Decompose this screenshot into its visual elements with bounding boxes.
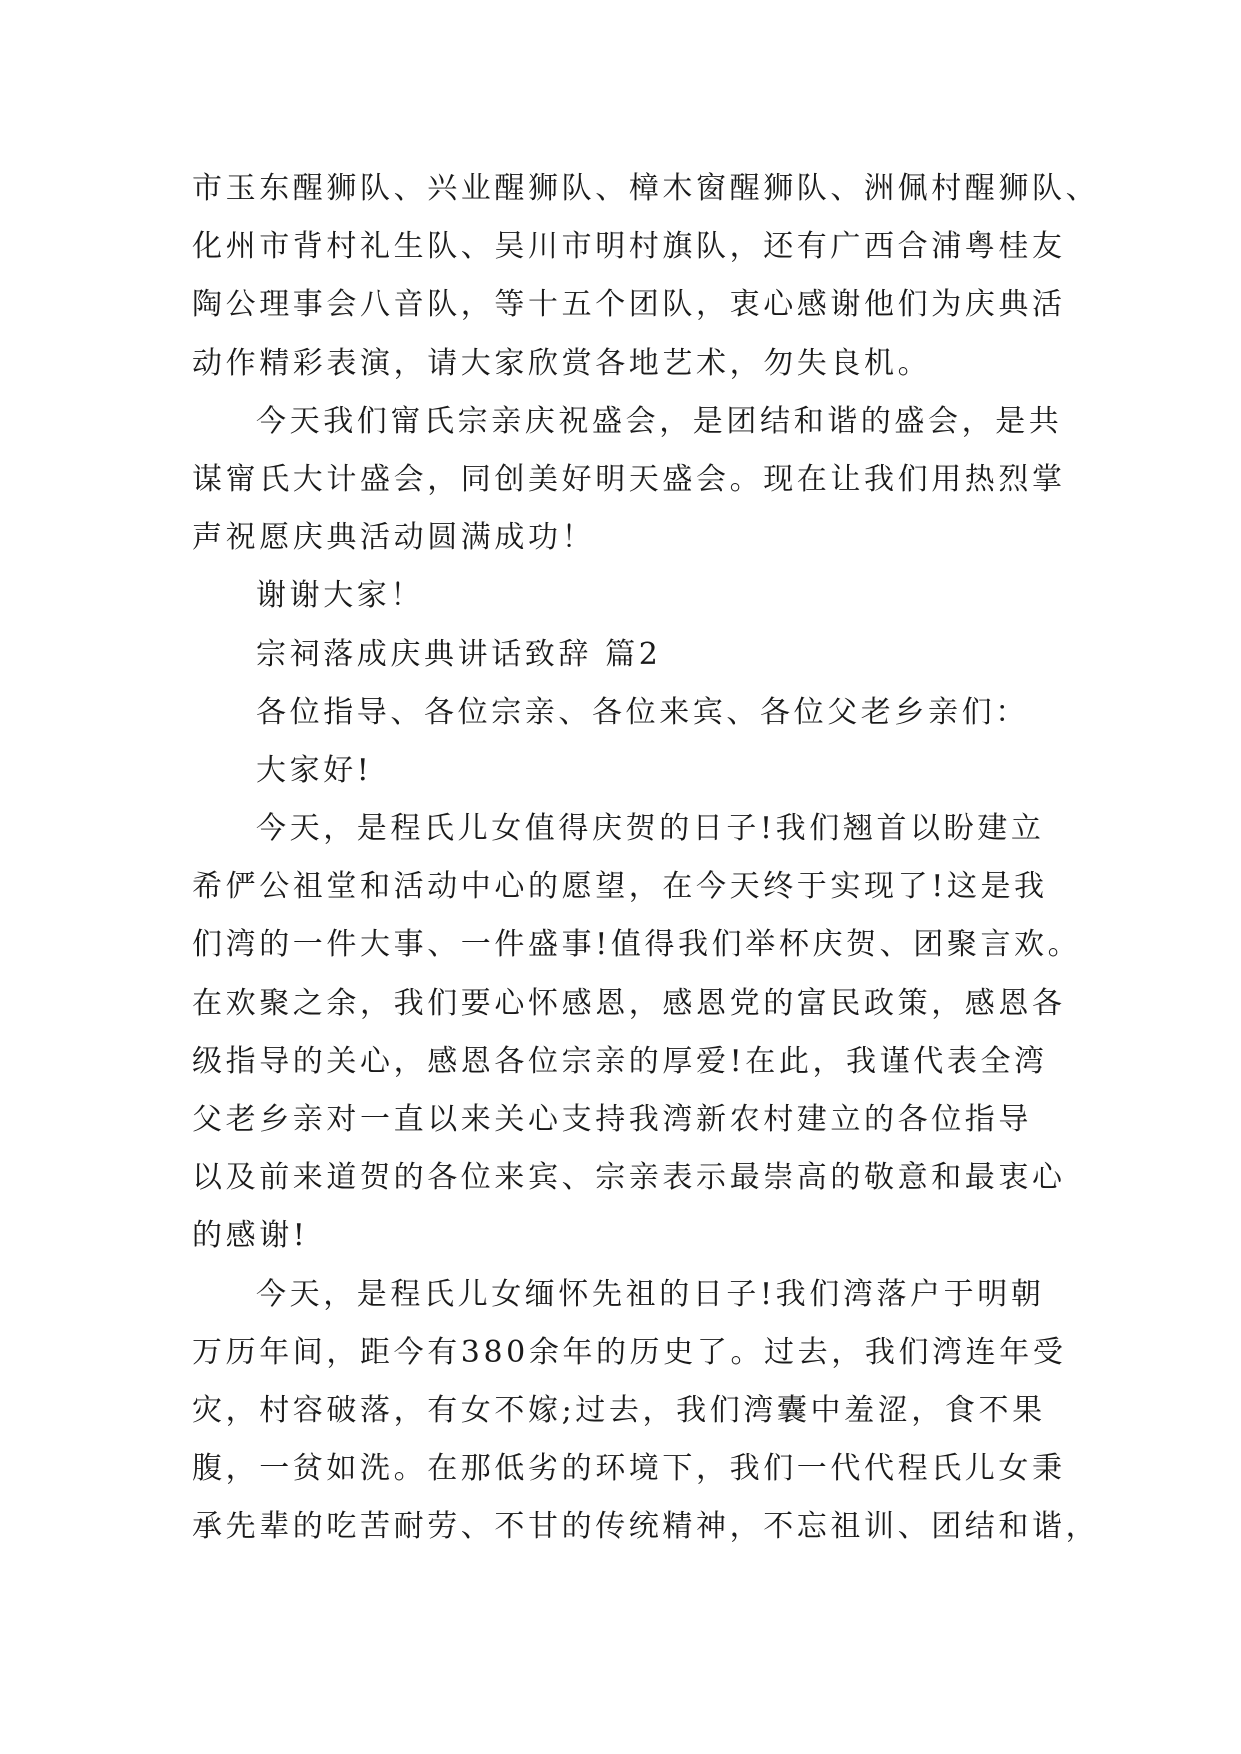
text-line: 父老乡亲对一直以来关心支持我湾新农村建立的各位指导 — [192, 1102, 1032, 1137]
text-line: 谢谢大家！ — [256, 578, 424, 614]
text-line: 今天，是程氏儿女值得庆贺的日子!我们翘首以盼建立 — [256, 811, 1045, 847]
text-line: 今天我们甯氏宗亲庆祝盛会，是团结和谐的盛会，是共 — [256, 403, 1063, 439]
text-line: 声祝愿庆典活动圆满成功！ — [192, 520, 596, 556]
text-line: 们湾的一件大事、一件盛事!值得我们举杯庆贺、团聚言欢。 — [192, 927, 1082, 963]
salutation: 各位指导、各位宗亲、各位来宾、各位父老乡亲们： — [256, 694, 1029, 730]
body-text — [192, 160, 1100, 1557]
greeting: 大家好! — [256, 752, 373, 788]
text-line: 腹，一贫如洗。在那低劣的环境下，我们一代代程氏儿女秉 — [192, 1451, 1066, 1487]
text-line: 化州市背村礼生队、吴川市明村旗队，还有广西合浦粤桂友 — [192, 229, 1066, 265]
text-line: 谋甯氏大计盛会，同创美好明天盛会。现在让我们用热烈掌 — [192, 461, 1066, 497]
text-line: 在欢聚之余，我们要心怀感恩，感恩党的富民政策，感恩各 — [192, 985, 1066, 1021]
text-line: 陶公理事会八音队，等十五个团队，衷心感谢他们为庆典活 — [192, 287, 1066, 323]
text-line: 今天，是程氏儿女缅怀先祖的日子!我们湾落户于明朝 — [256, 1276, 1045, 1312]
text-line: 希俨公祖堂和活动中心的愿望，在今天终于实现了!这是我 — [192, 869, 1048, 905]
text-line: 的感谢! — [192, 1218, 309, 1254]
text-line: 动作精彩表演，请大家欣赏各地艺术，勿失良机。 — [192, 345, 932, 381]
section-heading: 宗祠落成庆典讲话致辞 篇2 — [256, 636, 662, 672]
text-line: 市玉东醒狮队、兴业醒狮队、樟木窗醒狮队、洲佩村醒狮队、 — [192, 171, 1100, 206]
text-line: 万历年间，距今有380余年的历史了。过去，我们湾连年受 — [192, 1334, 1067, 1370]
text-line: 灾，村容破落，有女不嫁;过去，我们湾囊中羞涩，食不果 — [192, 1392, 1046, 1428]
text-line: 以及前来道贺的各位来宾、宗亲表示最崇高的敬意和最衷心 — [192, 1160, 1066, 1196]
text-line: 承先辈的吃苦耐劳、不甘的传统精神，不忘祖训、团结和谐， — [192, 1509, 1100, 1545]
text-line: 级指导的关心，感恩各位宗亲的厚爱!在此，我谨代表全湾 — [192, 1043, 1048, 1079]
